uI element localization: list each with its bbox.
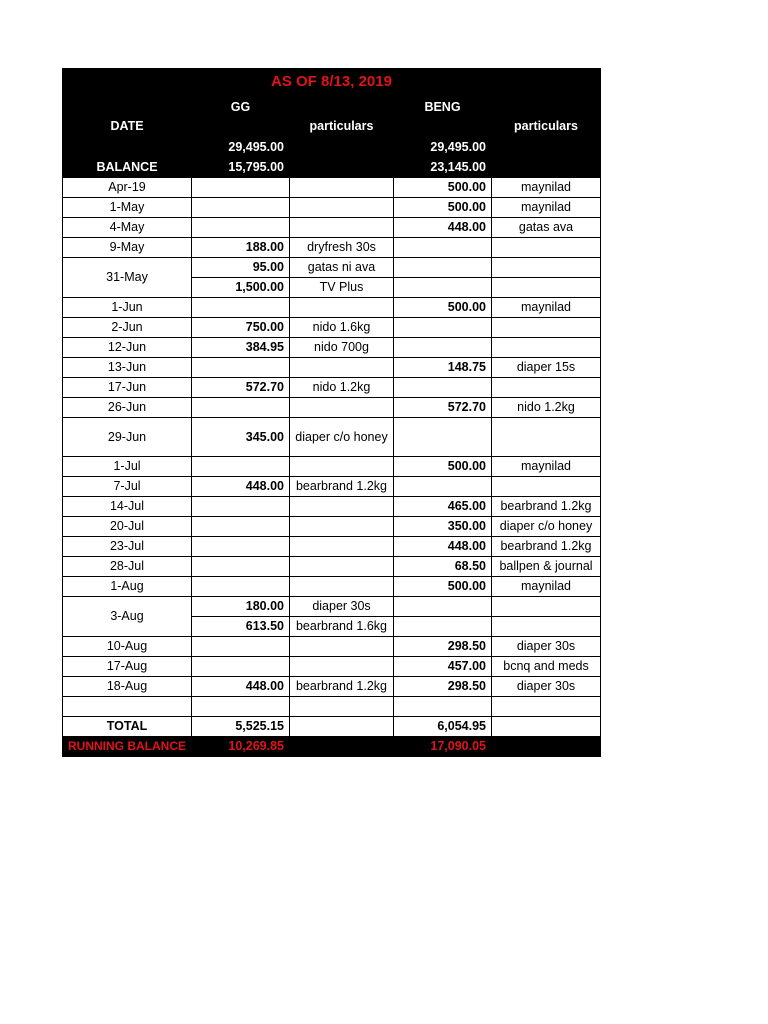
row-gg-amount	[192, 697, 290, 717]
row-beng-particulars: maynilad	[492, 577, 601, 597]
running-balance-row	[63, 737, 601, 757]
row-gg-particulars: nido 700g	[290, 338, 394, 358]
row-beng-particulars	[492, 617, 601, 637]
row-gg-amount	[192, 358, 290, 378]
row-date: 29-Jun	[63, 418, 192, 457]
balance-label: BALANCE	[63, 158, 192, 178]
row-gg-amount	[192, 637, 290, 657]
ledger-row	[63, 398, 601, 418]
row-beng-particulars	[492, 258, 601, 278]
header-beng: BENG	[394, 95, 492, 138]
row-gg-particulars: dryfresh 30s	[290, 238, 394, 258]
row-beng-amount: 350.00	[394, 517, 492, 537]
row-gg-particulars	[290, 517, 394, 537]
row-beng-amount: 68.50	[394, 557, 492, 577]
row-date: 14-Jul	[63, 497, 192, 517]
row-date: 3-Aug	[63, 597, 192, 637]
row-beng-amount: 298.50	[394, 637, 492, 657]
ledger-row	[63, 218, 601, 238]
row-beng-particulars	[492, 338, 601, 358]
row-beng-amount	[394, 238, 492, 258]
row-beng-particulars: bearbrand 1.2kg	[492, 497, 601, 517]
ledger-row	[63, 657, 601, 677]
row-gg-amount: 95.00	[192, 258, 290, 278]
row-gg-amount	[192, 298, 290, 318]
row-beng-amount: 457.00	[394, 657, 492, 677]
row-gg-particulars	[290, 497, 394, 517]
row-beng-particulars: diaper 15s	[492, 358, 601, 378]
ledger-row	[63, 677, 601, 697]
row-beng-amount	[394, 617, 492, 637]
row-beng-amount	[394, 418, 492, 457]
row-beng-particulars	[492, 378, 601, 398]
row-beng-amount	[394, 258, 492, 278]
row-beng-amount: 500.00	[394, 577, 492, 597]
row-gg-particulars: nido 1.2kg	[290, 378, 394, 398]
row-beng-particulars: maynilad	[492, 298, 601, 318]
row-date: 1-Aug	[63, 577, 192, 597]
running-beng-particulars-empty	[492, 737, 601, 757]
ledger-row	[63, 418, 601, 457]
balance-beng-particulars-empty	[492, 158, 601, 178]
row-date: 1-Jun	[63, 298, 192, 318]
ledger-row	[63, 637, 601, 657]
row-beng-particulars: maynilad	[492, 178, 601, 198]
row-date	[63, 697, 192, 717]
ledger-row	[63, 457, 601, 477]
row-beng-particulars	[492, 477, 601, 497]
row-beng-amount: 572.70	[394, 398, 492, 418]
beng-initial-amount: 29,495.00	[394, 138, 492, 158]
row-beng-amount	[394, 318, 492, 338]
row-gg-particulars: diaper c/o honey	[290, 418, 394, 457]
row-date: 13-Jun	[63, 358, 192, 378]
row-beng-particulars: bearbrand 1.2kg	[492, 537, 601, 557]
row-gg-amount: 750.00	[192, 318, 290, 338]
row-date: 10-Aug	[63, 637, 192, 657]
row-beng-particulars: nido 1.2kg	[492, 398, 601, 418]
row-gg-amount: 572.70	[192, 378, 290, 398]
row-date: Apr-19	[63, 178, 192, 198]
total-beng-particulars-empty	[492, 717, 601, 737]
row-gg-particulars	[290, 218, 394, 238]
row-beng-amount: 448.00	[394, 537, 492, 557]
row-date: 18-Aug	[63, 677, 192, 697]
row-gg-particulars	[290, 537, 394, 557]
sheet-title: AS OF 8/13, 2019	[63, 69, 601, 95]
row-gg-particulars	[290, 358, 394, 378]
row-beng-amount: 465.00	[394, 497, 492, 517]
row-date: 20-Jul	[63, 517, 192, 537]
running-gg-particulars-empty	[290, 737, 394, 757]
row-gg-amount	[192, 457, 290, 477]
ledger-row	[63, 238, 601, 258]
row-beng-particulars: diaper 30s	[492, 677, 601, 697]
row-gg-amount	[192, 657, 290, 677]
row-beng-particulars	[492, 697, 601, 717]
row-gg-particulars	[290, 637, 394, 657]
ledger-row	[63, 557, 601, 577]
row-gg-amount: 448.00	[192, 477, 290, 497]
row-beng-particulars: maynilad	[492, 457, 601, 477]
row-gg-amount: 345.00	[192, 418, 290, 457]
row-gg-amount: 384.95	[192, 338, 290, 358]
header-beng-particulars: particulars	[492, 95, 601, 158]
row-gg-amount	[192, 577, 290, 597]
row-beng-particulars	[492, 318, 601, 338]
gg-running-balance: 10,269.85	[192, 737, 290, 757]
row-gg-amount	[192, 398, 290, 418]
row-beng-particulars: diaper 30s	[492, 637, 601, 657]
ledger-row	[63, 497, 601, 517]
title-row	[63, 69, 601, 95]
row-date: 12-Jun	[63, 338, 192, 358]
row-gg-amount	[192, 557, 290, 577]
row-gg-amount: 188.00	[192, 238, 290, 258]
ledger-row	[63, 258, 601, 278]
ledger-table	[62, 68, 601, 757]
row-gg-particulars	[290, 178, 394, 198]
beng-total: 6,054.95	[394, 717, 492, 737]
column-header-row	[63, 95, 601, 138]
ledger-row	[63, 477, 601, 497]
row-beng-particulars: bcnq and meds	[492, 657, 601, 677]
header-gg-particulars: particulars	[290, 95, 394, 158]
row-beng-amount: 500.00	[394, 178, 492, 198]
row-gg-particulars: bearbrand 1.6kg	[290, 617, 394, 637]
beng-balance: 23,145.00	[394, 158, 492, 178]
ledger-row	[63, 697, 601, 717]
row-gg-particulars: nido 1.6kg	[290, 318, 394, 338]
row-gg-amount	[192, 178, 290, 198]
row-beng-amount: 500.00	[394, 457, 492, 477]
row-gg-particulars: bearbrand 1.2kg	[290, 477, 394, 497]
row-beng-amount	[394, 338, 492, 358]
gg-initial-amount: 29,495.00	[192, 138, 290, 158]
ledger-row	[63, 378, 601, 398]
ledger-row	[63, 537, 601, 557]
row-gg-particulars: TV Plus	[290, 278, 394, 298]
header-gg: GG	[192, 95, 290, 138]
row-beng-amount	[394, 697, 492, 717]
row-beng-amount: 298.50	[394, 677, 492, 697]
row-gg-particulars: bearbrand 1.2kg	[290, 677, 394, 697]
ledger-row	[63, 358, 601, 378]
row-gg-amount: 1,500.00	[192, 278, 290, 298]
ledger-row	[63, 338, 601, 358]
row-date: 7-Jul	[63, 477, 192, 497]
row-date: 2-Jun	[63, 318, 192, 338]
beng-running-balance: 17,090.05	[394, 737, 492, 757]
row-date: 17-Aug	[63, 657, 192, 677]
ledger-row	[63, 577, 601, 597]
gg-balance: 15,795.00	[192, 158, 290, 178]
row-date: 23-Jul	[63, 537, 192, 557]
row-date: 17-Jun	[63, 378, 192, 398]
row-date: 1-May	[63, 198, 192, 218]
balance-row	[63, 158, 601, 178]
row-gg-amount	[192, 517, 290, 537]
ledger-row	[63, 198, 601, 218]
row-beng-particulars: maynilad	[492, 198, 601, 218]
row-gg-amount	[192, 218, 290, 238]
row-beng-particulars	[492, 597, 601, 617]
row-beng-amount: 500.00	[394, 298, 492, 318]
row-gg-amount: 613.50	[192, 617, 290, 637]
row-gg-particulars: diaper 30s	[290, 597, 394, 617]
row-beng-particulars	[492, 278, 601, 298]
row-beng-amount	[394, 278, 492, 298]
row-beng-amount	[394, 477, 492, 497]
row-date: 9-May	[63, 238, 192, 258]
row-gg-amount: 180.00	[192, 597, 290, 617]
ledger-row	[63, 298, 601, 318]
row-date: 31-May	[63, 258, 192, 298]
row-gg-particulars	[290, 398, 394, 418]
row-gg-amount: 448.00	[192, 677, 290, 697]
row-gg-particulars	[290, 298, 394, 318]
row-beng-particulars	[492, 418, 601, 457]
row-beng-particulars: diaper c/o honey	[492, 517, 601, 537]
row-beng-particulars: gatas ava	[492, 218, 601, 238]
row-gg-particulars	[290, 457, 394, 477]
total-label: TOTAL	[63, 717, 192, 737]
row-date: 26-Jun	[63, 398, 192, 418]
row-beng-particulars: ballpen & journal	[492, 557, 601, 577]
row-beng-amount	[394, 378, 492, 398]
row-gg-particulars	[290, 557, 394, 577]
ledger-row	[63, 178, 601, 198]
row-gg-particulars: gatas ni ava	[290, 258, 394, 278]
ledger-body	[63, 69, 601, 757]
header-date: DATE	[63, 95, 192, 158]
row-gg-amount	[192, 537, 290, 557]
row-gg-particulars	[290, 657, 394, 677]
row-gg-amount	[192, 198, 290, 218]
row-date: 4-May	[63, 218, 192, 238]
ledger-row	[63, 517, 601, 537]
row-beng-amount: 500.00	[394, 198, 492, 218]
running-balance-label: RUNNING BALANCE	[63, 737, 192, 757]
balance-gg-particulars-empty	[290, 158, 394, 178]
row-beng-amount	[394, 597, 492, 617]
row-date: 1-Jul	[63, 457, 192, 477]
row-gg-amount	[192, 497, 290, 517]
row-beng-particulars	[492, 238, 601, 258]
row-date: 28-Jul	[63, 557, 192, 577]
ledger-row	[63, 597, 601, 617]
total-row	[63, 717, 601, 737]
row-beng-amount: 448.00	[394, 218, 492, 238]
row-gg-particulars	[290, 198, 394, 218]
gg-total: 5,525.15	[192, 717, 290, 737]
row-gg-particulars	[290, 577, 394, 597]
total-gg-particulars-empty	[290, 717, 394, 737]
ledger-row	[63, 318, 601, 338]
row-beng-amount: 148.75	[394, 358, 492, 378]
row-gg-particulars	[290, 697, 394, 717]
